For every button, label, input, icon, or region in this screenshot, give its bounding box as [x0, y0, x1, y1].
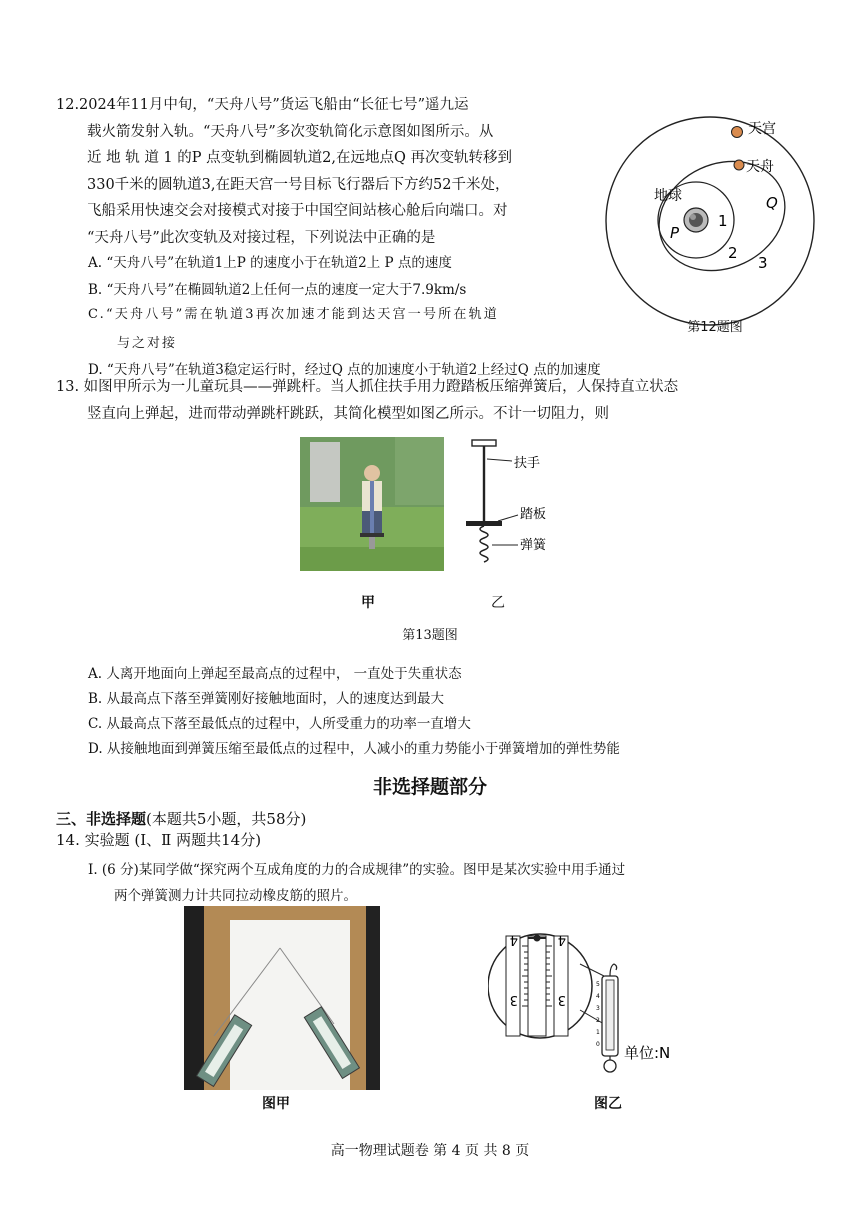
- q14-title: 14. 实验题 (I、Ⅱ 两题共14分): [56, 831, 262, 849]
- q14-i-line-2: 两个弹簧测力计共同拉动橡皮筋的照片。: [114, 888, 357, 904]
- q12-line-6: “天舟八号”此次变轨及对接过程，下列说法中正确的是: [87, 229, 436, 246]
- q13-text: [56, 374, 846, 427]
- q13-sub-jia: 甲: [361, 595, 375, 611]
- q13-option-c: C. 从最高点下落至最低点的过程中，人所受重力的功率一直增大: [88, 716, 471, 732]
- section-heading: 非选择题部分: [372, 776, 487, 798]
- small-tick-2: 2: [596, 1017, 600, 1024]
- small-tick-5: 5: [596, 981, 600, 988]
- tianzhou-dot: [734, 160, 744, 170]
- q12-line-2: 载火箭发射入轨。“天舟八号”多次变轨简化示意图如图所示。从: [87, 123, 494, 140]
- label-orbit-2: 2: [728, 244, 738, 262]
- pogo-stick-schematic: [462, 437, 572, 569]
- scale-3-left: 3: [509, 992, 518, 1007]
- label-tiangong: 天宫: [748, 121, 776, 137]
- small-tick-1: 1: [596, 1029, 600, 1036]
- fig-jia-caption: 图甲: [262, 1096, 290, 1112]
- q12-line-3: 近 地 轨 道 1 的P 点变轨到椭圆轨道2,在远地点Q 再次变轨转移到: [87, 150, 512, 166]
- q12-option-c-cont: 与之对接: [117, 336, 178, 351]
- page-footer: 高一物理试题卷 第 4 页 共 8 页: [330, 1143, 530, 1159]
- orbit-diagram: [600, 112, 820, 330]
- q12-text: [56, 92, 591, 251]
- handle-bar: [472, 440, 496, 446]
- q12-option-a: A. “天舟八号”在轨道1上P 的速度小于在轨道2上 P 点的速度: [88, 255, 452, 271]
- q13-line-1: 13. 如图甲所示为一儿童玩具——弹跳杆。当人抓住扶手用力蹬踏板压缩弹簧后，人保持直立状态: [56, 379, 679, 395]
- q12-line-4: 330千米的圆轨道3,在距天宫一号目标飞行器后下方约52千米处，: [87, 176, 510, 193]
- q12-option-b: B. “天舟八号”在椭圆轨道2上任何一点的速度一定大于7.9km/s: [88, 282, 467, 298]
- label-q: Q: [766, 194, 778, 212]
- label-spring: 弹簧: [520, 538, 547, 553]
- label-handle: 扶手: [514, 456, 541, 471]
- q13-figure-caption: 第13题图: [402, 628, 458, 643]
- scale-4-left: 4: [509, 932, 518, 947]
- pedal: [466, 521, 502, 526]
- label-orbit-3: 3: [758, 254, 768, 272]
- spring: [480, 526, 488, 562]
- q12-line-1: 12.2024年11月中旬，“天舟八号”货运飞船由“长征七号”遥九运: [56, 97, 469, 113]
- part3-title: 三、非选择题: [56, 810, 147, 828]
- fig-yi-caption: 图乙: [594, 1096, 622, 1112]
- q13-option-b: B. 从最高点下落至弹簧刚好接触地面时，人的速度达到最大: [88, 691, 445, 707]
- force-experiment-photo: [184, 906, 380, 1090]
- q14-i-line-1: I. (6 分)某同学做“探究两个互成角度的力的合成规律”的实验。图甲是某次实验中用手通过: [88, 862, 626, 878]
- small-tick-0: 0: [596, 1041, 600, 1048]
- label-tianzhou: 天舟: [746, 159, 774, 175]
- part3-header: [56, 808, 306, 829]
- label-earth: 地球: [654, 188, 682, 204]
- part3-note: (本题共5小题，共58分): [146, 810, 307, 828]
- q12-line-5: 飞船采用快速交会对接模式对接于中国空间站核心舱后向端口。对: [87, 203, 508, 219]
- q12-figure-caption: 第12题图: [687, 320, 743, 335]
- small-tick-3: 3: [596, 1005, 600, 1012]
- q13-option-a: A. 人离开地面向上弹起至最高点的过程中， 一直处于失重状态: [88, 666, 462, 682]
- label-orbit-1: 1: [718, 212, 728, 230]
- q13-line-2: 竖直向上弹起，进而带动弹跳杆跳跃，其简化模型如图乙所示。不计一切阻力，则: [87, 405, 609, 422]
- spring-scale-diagram: [488, 906, 688, 1096]
- q12-option-d: D. “天舟八号”在轨道3稳定运行时，经过Q 点的加速度小于轨道2上经过Q 点的加速度: [88, 362, 601, 378]
- q13-option-d: D. 从接触地面到弹簧压缩至最低点的过程中，人减小的重力势能小于弹簧增加的弹性势能: [88, 741, 620, 757]
- scale-4-right: 4: [557, 932, 566, 947]
- unit-label: 单位:N: [624, 1044, 671, 1062]
- small-tick-4: 4: [596, 993, 600, 1000]
- scale-3-right: 3: [557, 992, 566, 1007]
- q12-option-c: C.“天舟八号”需在轨道3再次加速才能到达天宫一号所在轨道: [88, 307, 499, 322]
- q13-sub-yi: 乙: [491, 595, 505, 611]
- label-pedal: 踏板: [520, 507, 547, 522]
- label-p: P: [670, 224, 680, 242]
- tiangong-dot: [732, 127, 743, 138]
- pogo-stick-photo: [300, 437, 444, 571]
